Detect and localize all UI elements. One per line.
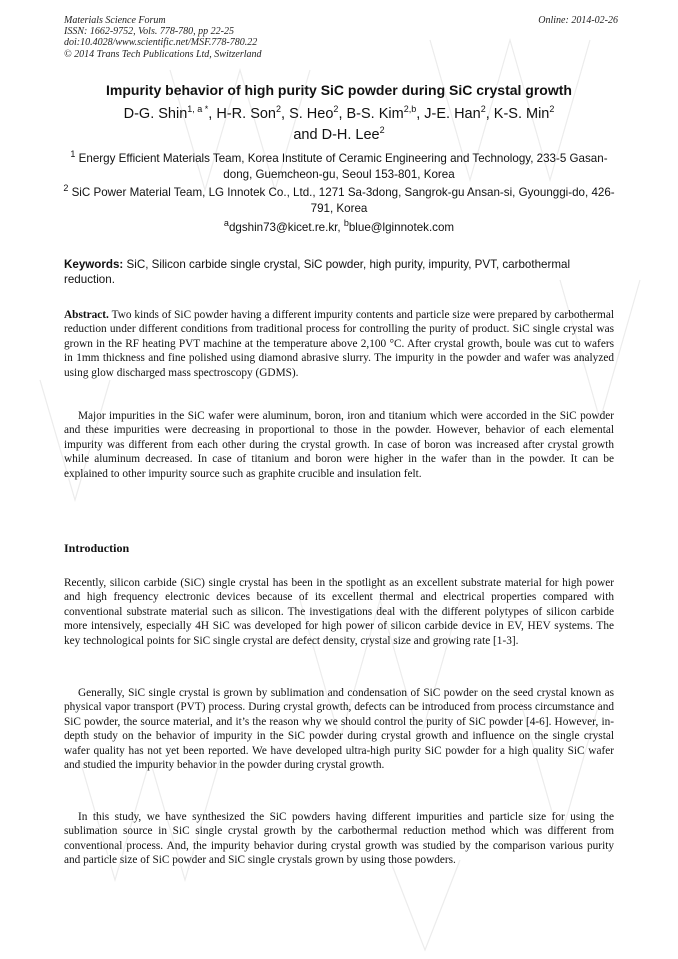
keywords-text: SiC, Silicon carbide single crystal, SiC powder, high purity, impurity, PVT, carbothermal reduction.	[64, 258, 571, 286]
author-sup: 1, a *	[187, 104, 209, 115]
author-sup: 2	[480, 104, 486, 115]
affiliation-2	[62, 185, 616, 216]
journal-name: Materials Science Forum	[64, 15, 166, 26]
email-sup: a	[223, 218, 229, 229]
author-name: S. Heo	[289, 106, 334, 122]
author-sup: 2	[549, 104, 555, 115]
author-list: D-G. Shin$^{1, a *}$, H-R. Son$^2$, S. Heo$^2$, B-S. Kim$^{2,b}$, J-E. Han$^2$, K-S. Min$^2$ and D-H. Lee$^2$	[123, 104, 555, 143]
author-name: H-R. Son	[216, 106, 276, 122]
author-sup: 2	[333, 104, 339, 115]
abstract-text: Two kinds of SiC powder having a different impurity contents and particle size were prepared by carbothermal reduction under different conditions from traditional process for controlling the purity of product. SiC single crystal was grown in the RF heating PVT machine at the temperature above 2,100 °C. After crystal growth, boule was cut to wafers in 1mm thickness and fine polished using diamond abrasive slurry. The impurity in the powder and wafer was analyzed using glow discharged mass spectroscopy (GDMS).	[64, 309, 614, 379]
abstract-paragraph-2: Major impurities in the SiC wafer were aluminum, boron, iron and titanium which were accorded in the SiC powder and these impurities were decreasing in proportional to those in the powder. However, behavior of each elemental impurity was different from each other during the crystal growth. In case of boron was increased after crystal growth while aluminum decreased. In case of titanium and boron were higher in the wafer than in the powder. It can be explained to other impurity source such as graphite crucible and insulation felt.	[64, 410, 614, 480]
affiliation-text: Energy Efficient Materials Team, Korea Institute of Ceramic Engineering and Technology, 233-5 Gasan-dong, Guemcheon-gu, Seoul 153-801, Korea	[78, 152, 608, 181]
author-sup: 2,b	[403, 104, 417, 115]
online-date: Online: 2014-02-26	[538, 15, 618, 26]
keywords-label: Keywords:	[64, 258, 124, 271]
keywords	[64, 258, 616, 287]
issn-line: ISSN: 1662-9752, Vols. 778-780, pp 22-25	[64, 26, 234, 38]
author-name: D-G. Shin	[123, 106, 188, 122]
paper-title: Impurity behavior of high purity SiC powder during SiC crystal growth	[106, 82, 572, 98]
affiliation-sup: 2	[63, 183, 69, 194]
journal-header	[64, 15, 618, 60]
author-name: B-S. Kim	[346, 106, 404, 122]
affiliation-text: SiC Power Material Team, LG Innotek Co., Ltd., 1271 Sa-3dong, Sangrok-gu Ansan-si, Gyounggi-do, 426-791, Korea	[71, 186, 615, 215]
author-name: D-H. Lee	[321, 127, 380, 143]
author-sup: 2	[379, 125, 385, 136]
email-link[interactable]: blue@lginnotek.com	[348, 221, 455, 234]
abstract-label: Abstract.	[64, 309, 109, 321]
introduction-heading: Introduction	[64, 541, 130, 555]
author-name: K-S. Min	[493, 106, 550, 122]
introduction-paragraph-2: Generally, SiC single crystal is grown by sublimation and condensation of SiC powder on the seed crystal known as physical vapor transport (PVT) process. During crystal growth, defects can be introduced from process circumstance and SiC powder, the source material, and it’s the reason why we should control the purity of SiC powder [4-6]. However, in-depth study on the behavior of impurity in the SiC powder during crystal growth and influence on the single crystal wafer quality has not yet been reported. We have developed ultra-high purity SiC powder for a high quality SiC wafer and studied the impurity behavior in the powder during crystal growth.	[64, 687, 614, 772]
author-sup: 2	[276, 104, 282, 115]
author-emails: $^a$dgshin73@kicet.re.kr, $^b$blue@lginnotek.com	[223, 218, 455, 234]
email-sup: b	[343, 218, 349, 229]
introduction-paragraph-1: Recently, silicon carbide (SiC) single crystal has been in the spotlight as an excellent substrate material for high power and high frequency electronic devices because of its excellent thermal and electrical properties compared with conventional substrate material such as silicon. The investigations deal with the different polytypes of silicon carbide more intensively, especially 4H SiC was developed for high power of silicon carbide device in EV, HEV systems. The key technological points for SiC single crystal are defect density, crystal size and growing rate [1-3].	[64, 577, 614, 647]
abstract-paragraph-1	[64, 308, 614, 380]
doi-line: doi:10.4028/www.scientific.net/MSF.778-780.22	[64, 37, 258, 49]
copyright-line: © 2014 Trans Tech Publications Ltd, Switzerland	[64, 48, 262, 60]
author-name: J-E. Han	[424, 106, 481, 122]
email-link[interactable]: dgshin73@kicet.re.kr	[228, 221, 338, 234]
affiliation-sup: 1	[70, 149, 76, 160]
affiliation-1	[62, 151, 616, 182]
introduction-paragraph-3: In this study, we have synthesized the SiC powders having different impurities and particle size for using the sublimation source in SiC single crystal growth by the carbothermal reduction method which was different from conventional process. And, the impurity behavior during crystal growth was studied by the comparison various purity and particle size of SiC powder and SiC single crystals grown by using those powders.	[64, 811, 614, 867]
